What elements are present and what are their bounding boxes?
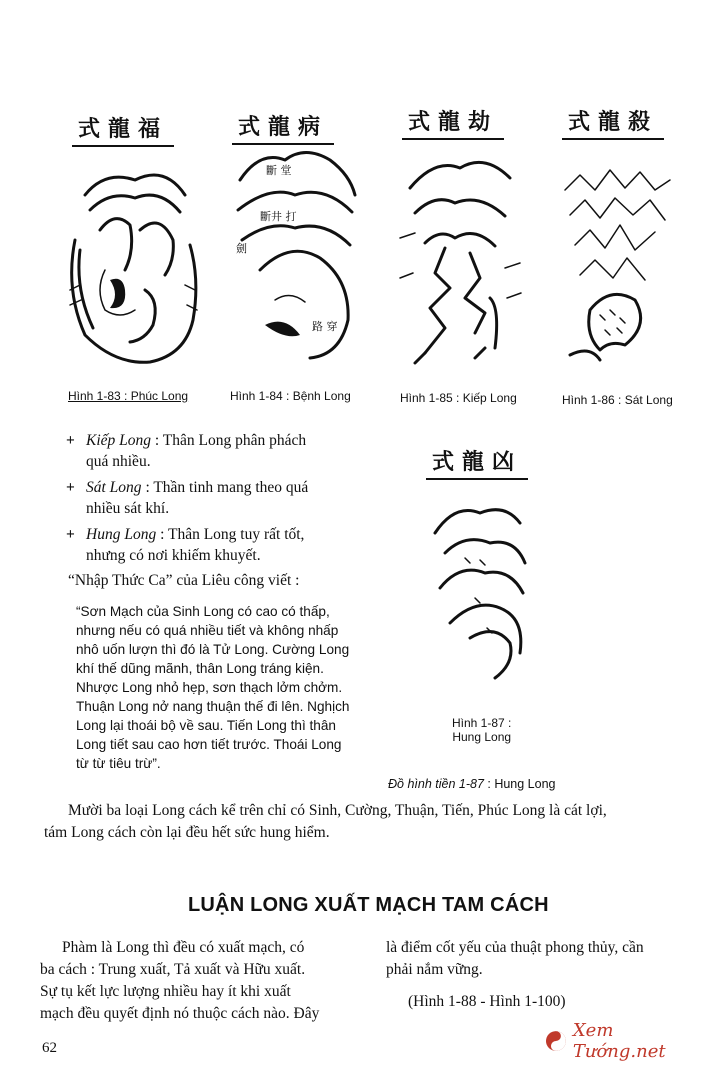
page-number: 62 [42,1040,57,1056]
right-column [386,937,706,1013]
yin-yang-icon [545,1030,567,1052]
phuc-long-diagram [65,150,205,375]
bullet-sat-long: + Sát Long : Thần tinh mang theo quá nhiều sát khí. [66,479,309,517]
quote-line: nhô uốn lượn thì đó là Tử Long. Cường Long [76,642,350,657]
plus-sign: + [66,479,75,496]
figure-range: (Hình 1-88 - Hình 1-100) [408,993,566,1010]
section-heading: LUẬN LONG XUẤT MẠCH TAM CÁCH [188,894,549,916]
figure-title-sat-long: 式龍殺 [568,105,658,136]
quote-line: nhưng nếu có quá nhiều tiết và không nhấp [76,623,339,638]
benh-long-diagram [230,140,360,365]
summary-paragraph [44,800,684,844]
quote-line: từ từ tiêu trừ”. [76,756,161,771]
kiep-long-diagram [395,148,530,373]
right-col-line: là điểm cốt yếu của thuật phong thủy, cần [386,939,644,956]
figure-title-hung-long: 式龍凶 [432,445,522,476]
left-col-line: Phàm là Long thì đều có xuất mạch, có [62,939,305,956]
hung-long-diagram [425,488,535,698]
caption-phuc-long: Hình 1-83 : Phúc Long [68,389,189,403]
left-col-line: Sự tụ kết lực lượng nhiều hay ít khi xuất [40,983,291,1000]
quote-line: Nhược Long nhỏ hẹp, sơn thạch lởm chởm. [76,680,343,695]
watermark-text: Xem Tướng.net [572,1020,666,1062]
summary-line: tám Long cách còn lại đều hết sức hung hiểm. [44,824,330,841]
quote-block [76,602,376,773]
caption-benh-long: Hình 1-84 : Bệnh Long [230,389,351,403]
plus-sign: + [66,526,75,543]
diagram-note: Đồ hình tiền 1-87 : Hung Long [388,777,556,791]
summary-line: Mười ba loại Long cách kể trên chỉ có Sinh, Cường, Thuận, Tiến, Phúc Long là cát lợi, [68,802,607,819]
caption-hung-long: Hình 1-87 : Hung Long [452,716,512,744]
f84-mid-text: 斷井 打 [260,210,297,223]
figure-title-benh-long: 式龍病 [238,110,328,141]
intro-line: “Nhập Thức Ca” của Liêu công viết : [68,572,300,589]
sat-long-diagram [555,160,680,375]
quote-line: “Sơn Mạch của Sinh Long có cao có thấp, [76,604,330,619]
quote-line: khí thế dũng mãnh, thân Long tráng kiện. [76,661,324,676]
quote-line: Thuận Long nở nang thuận thế đi lên. Nghịch [76,699,350,714]
f84-top-text: 斷 堂 [266,164,292,177]
figure-title-kiep-long: 式龍劫 [408,105,498,136]
watermark [545,1020,711,1062]
caption-sat-long: Hình 1-86 : Sát Long [562,393,673,407]
left-column [40,937,370,1025]
left-col-line: mạch đều quyết định nó thuộc cách nào. Đây [40,1005,320,1022]
f84-side-text: 劍 [236,242,247,255]
figure-title-phuc-long: 式龍福 [78,112,168,143]
caption-kiep-long: Hình 1-85 : Kiếp Long [400,391,517,405]
left-col-line: ba cách : Trung xuất, Tả xuất và Hữu xuất. [40,961,306,978]
quote-line: Long lại thoái bộ về sau. Tiến Long thì thân [76,718,336,733]
f84-low-text: 路 穿 [312,320,338,333]
plus-sign: + [66,432,75,449]
bullet-kiep-long: + Kiếp Long : Thân Long phân phách quá nhiều. [66,432,307,470]
right-col-line: phải nắm vững. [386,961,483,978]
quote-line: Long tiết sau cao hơn tiết trước. Thoái Long [76,737,342,752]
bullet-hung-long: + Hung Long : Thân Long tuy rất tốt, nhưng có nơi khiếm khuyết. [66,526,305,564]
